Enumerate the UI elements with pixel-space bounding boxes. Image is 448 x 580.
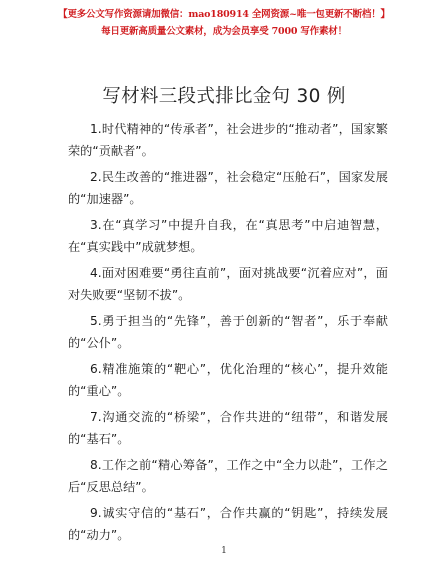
list-item	[68, 214, 388, 258]
promo-banner-line-1: 【更多公文写作资源请加微信：mao180914 全网资源~唯一包更新不断档！】	[58, 9, 390, 20]
list-item	[68, 406, 388, 450]
document-title: 写材料三段式排比金句 30 例	[102, 86, 346, 107]
sentence-list	[68, 118, 388, 550]
list-item	[68, 118, 388, 162]
item-text: 时代精神的“传承者”，社会进步的“推动者”，国家繁荣的“贡献者”。	[68, 122, 388, 158]
item-number: 5.	[90, 314, 102, 328]
item-text: 勇于担当的“先锋”，善于创新的“智者”，乐于奉献的“公仆”。	[68, 314, 388, 350]
item-number: 1.	[90, 122, 102, 136]
item-number: 8.	[90, 458, 102, 472]
item-text: 民生改善的“推进器”，社会稳定“压舱石”，国家发展的“加速器”。	[68, 170, 388, 206]
item-text: 面对困难要“勇往直前”，面对挑战要“沉着应对”，面对失败要“坚韧不拔”。	[68, 266, 388, 302]
promo-banner	[0, 6, 448, 40]
item-text: 沟通交流的“桥梁”，合作共进的“纽带”，和谐发展的“基石”。	[68, 410, 388, 446]
list-item	[68, 166, 388, 210]
item-number: 9.	[90, 506, 102, 520]
item-number: 6.	[90, 362, 102, 376]
item-number: 2.	[90, 170, 102, 184]
page-number: 1	[221, 546, 227, 556]
promo-banner-line-2: 每日更新高质量公文素材，成为会员享受 7000 写作素材！	[101, 26, 347, 37]
list-item	[68, 310, 388, 354]
item-text: 精准施策的“靶心”，优化治理的“核心”，提升效能的“重心”。	[68, 362, 388, 398]
list-item	[68, 454, 388, 498]
item-number: 7.	[90, 410, 102, 424]
list-item	[68, 262, 388, 306]
item-text: 诚实守信的“基石”，合作共赢的“钥匙”，持续发展的“动力”。	[68, 506, 388, 542]
list-item	[68, 502, 388, 546]
list-item	[68, 358, 388, 402]
item-text: 在“真学习”中提升自我，在“真思考”中启迪智慧，在“真实践中”成就梦想。	[68, 218, 388, 254]
item-number: 4.	[90, 266, 102, 280]
item-number: 3.	[90, 218, 102, 232]
item-text: 工作之前“精心筹备”，工作之中“全力以赴”，工作之后“反思总结”。	[68, 458, 388, 494]
